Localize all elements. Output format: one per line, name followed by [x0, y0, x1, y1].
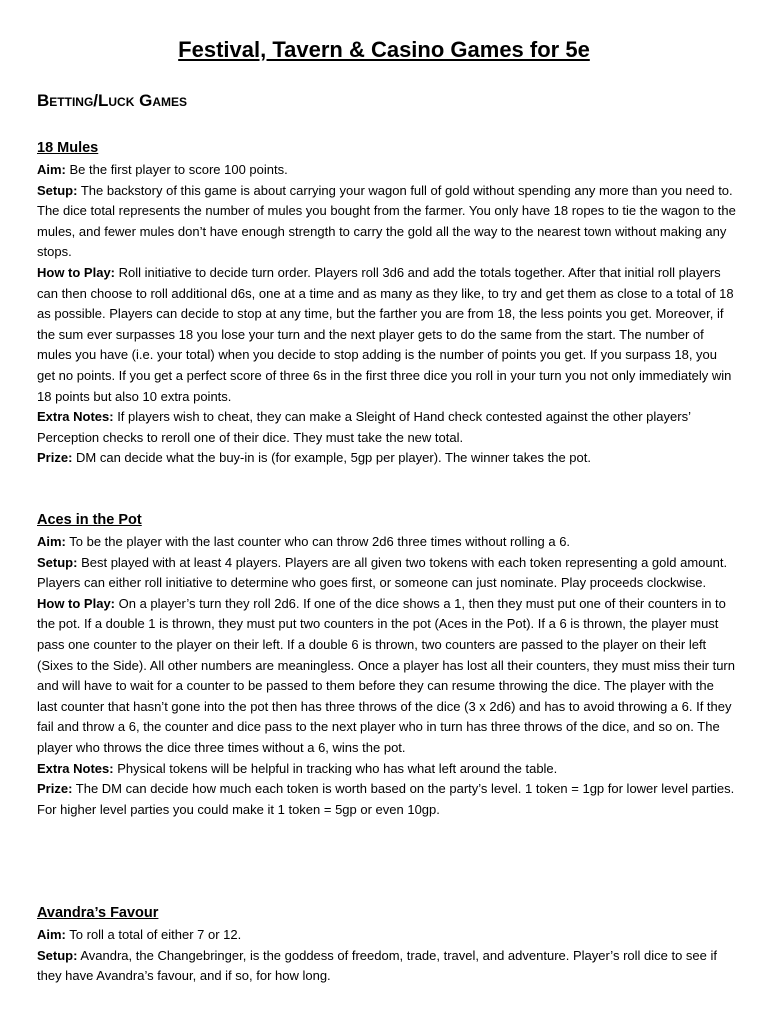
field-label: How to Play:	[37, 264, 116, 280]
game-title: Avandra’s Favour	[37, 905, 159, 921]
field-text: To roll a total of either 7 or 12.	[65, 927, 242, 942]
document-title: Festival, Tavern & Casino Games for 5e	[178, 37, 590, 62]
game-how-to-play	[37, 263, 737, 407]
field-label: Prize:	[37, 450, 73, 466]
game-title: 18 Mules	[37, 140, 99, 156]
field-text: To be the player with the last counter who can throw 2d6 three times without rolling a 6.	[65, 534, 571, 549]
field-label: Setup:	[37, 554, 78, 570]
field-label: Extra Notes:	[37, 409, 114, 425]
game-entry-18-mules	[37, 138, 737, 469]
game-setup	[37, 181, 737, 263]
game-extra-notes	[37, 759, 737, 780]
field-text: Best played with at least 4 players. Players are all given two tokens with each token representing a gold amount. Players can either roll initiative to determine who goes first, or someone can just nominate. Play proceeds clockwise.	[37, 554, 728, 591]
field-text: Roll initiative to decide turn order. Players roll 3d6 and add the totals together. After that initial roll players can then choose to roll additional d6s, one at a time and as many as they like, to try and get them as close to a total of 18 as possible. Players can decide to stop at any time, but the farther you are from 18, the less points you get. Moreover, if the sum ever surpasses 18 you lose your turn and the next player gets to do the same from the start. The number of mules you have (i.e. your total) when you decide to stop adding is the number of points you get. If you surpass 18, you get no points. If you get a perfect score of three 6s in the first three dice you roll in your turn you not only immediately win 18 points but also 10 extra points.	[37, 264, 734, 404]
field-text: Be the first player to score 100 points.	[65, 162, 288, 177]
game-how-to-play	[37, 594, 737, 759]
section-heading: Betting/Luck Games	[37, 91, 187, 110]
field-label: Aim:	[37, 534, 66, 549]
field-text: If players wish to cheat, they can make a Sleight of Hand check contested against the other players’ Perception checks to reroll one of their dice. They must take the new total.	[37, 409, 691, 445]
field-label: Aim:	[37, 927, 66, 942]
game-prize	[37, 779, 737, 820]
field-text: DM can decide what the buy-in is (for example, 5gp per player). The winner takes the pot.	[72, 450, 591, 466]
field-text: Avandra, the Changebringer, is the goddess of freedom, trade, travel, and adventure. Player’s roll dice to see if they have Avandra’s favour, and if so, for how long.	[37, 947, 718, 984]
game-title: Aces in the Pot	[37, 512, 142, 528]
game-extra-notes	[37, 407, 737, 448]
field-label: Extra Notes:	[37, 760, 114, 776]
field-label: How to Play:	[37, 595, 116, 611]
game-aim	[37, 532, 737, 553]
field-label: Aim:	[37, 162, 66, 177]
game-entry-avandras-favour	[37, 903, 737, 987]
field-text: Physical tokens will be helpful in tracking who has what left around the table.	[113, 760, 558, 776]
game-setup	[37, 553, 737, 594]
game-setup	[37, 946, 737, 987]
field-label: Setup:	[37, 182, 78, 198]
game-entry-aces-in-the-pot	[37, 510, 737, 820]
field-label: Prize:	[37, 781, 73, 797]
game-aim	[37, 160, 737, 181]
field-text: The backstory of this game is about carrying your wagon full of gold without spending any more than you need to. The dice total represents the number of mules you bought from the farmer. You only have 18 ropes to tie the wagon to the mules, and fewer mules don’t have enough strength to carry the gold all the way to the nearest town without making any stops.	[37, 182, 736, 260]
field-text: On a player’s turn they roll 2d6. If one of the dice shows a 1, then they must put one of their counters in to the pot. If a double 1 is thrown, they must put two counters in the pot (Aces in the Pot). If a 6 is thrown, the player must pass one counter to the player on their left. If a double 6 is thrown, two counters are passed to the player on their left (Sixes to the Side). All other numbers are meaningless. Once a player has lost all their counters, they must miss their turn and will have to wait for a counter to be passed to them before they can resume throwing the dice. The player with the last counter that hasn’t gone into the pot then has three throws of the dice (3 x 2d6) and has to avoid throwing a 6. If they fail and throw a 6, the counter and dice pass to the next player who in turn has three throws of the dice, and so on. The player who throws the dice three times without a 6, wins the pot.	[37, 595, 735, 755]
game-aim	[37, 925, 737, 946]
field-text: The DM can decide how much each token is worth based on the party’s level. 1 token = 1gp for lower level parties. For higher level parties you could make it 1 token = 5gp or even 10gp.	[37, 781, 735, 817]
field-label: Setup:	[37, 947, 78, 963]
game-prize	[37, 448, 737, 469]
